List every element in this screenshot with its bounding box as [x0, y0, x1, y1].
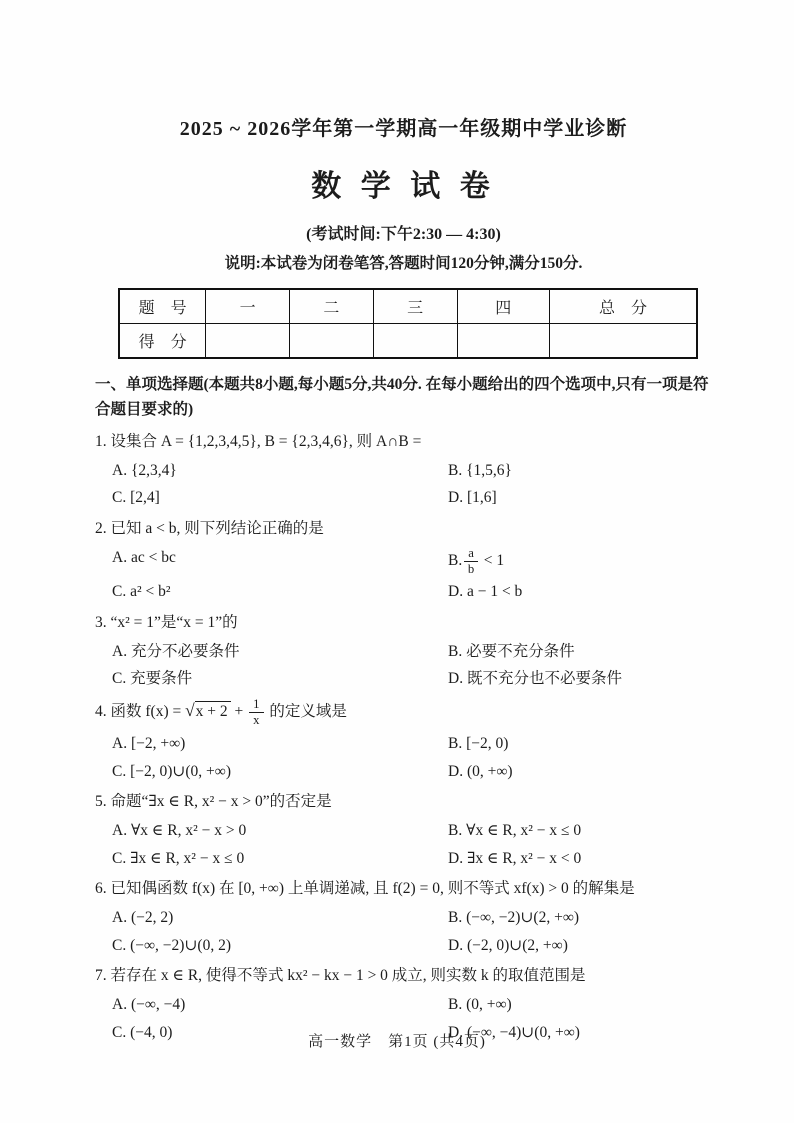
question-4-options [95, 733, 712, 783]
score-table [118, 288, 698, 359]
question-1-options [95, 460, 712, 510]
fraction-numerator: 1 [249, 698, 263, 713]
question-4-stem-mid: + [230, 702, 248, 720]
section-one-heading [95, 373, 712, 423]
question-5-option-a: A. ∀x ∈ R, x² − x > 0 [112, 822, 247, 840]
question-3-option-a: A. 充分不必要条件 [112, 642, 240, 660]
question-4-option-c: C. [−2, 0)∪(0, +∞) [112, 762, 232, 780]
question-7-option-d: D. (−∞, −4)∪(0, +∞) [448, 1023, 580, 1041]
question-2 [95, 517, 712, 604]
fraction-denominator: b [467, 561, 475, 576]
question-7-option-c: C. (−4, 0) [112, 1023, 173, 1041]
school-year-heading: 2025 ~ 2026学年第一学期高一年级期中学业诊断 [179, 118, 628, 140]
question-1 [95, 430, 712, 510]
fraction-numerator: a [464, 547, 478, 562]
radicand: x + 2 [195, 701, 231, 720]
question-7-option-a: A. (−∞, −4) [112, 996, 186, 1014]
question-5-option-b: B. ∀x ∈ R, x² − x ≤ 0 [448, 822, 582, 840]
question-2-option-b-label: B. [448, 551, 463, 569]
question-6-stem: 6. 已知偶函数 f(x) 在 [0, +∞) 上单调递减, 且 f(2) = 0, 则不等式 xf(x) > 0 的解集是 [95, 880, 635, 898]
question-3-stem: 3. “x² = 1”是“x = 1”的 [95, 613, 238, 631]
score-table-cell-part4: 四 [457, 289, 549, 324]
question-6-options [95, 907, 712, 957]
score-table-empty-cell [457, 324, 549, 359]
question-4-option-b: B. [−2, 0) [448, 735, 509, 753]
question-2-options [95, 547, 712, 604]
question-6-option-d: D. (−2, 0)∪(2, +∞) [448, 936, 568, 954]
question-6-option-c: C. (−∞, −2)∪(0, 2) [112, 936, 232, 954]
score-table-score-row [119, 324, 697, 359]
question-2-option-a: A. ac < bc [112, 548, 176, 566]
section-one-label: 一、单项选择题 [95, 376, 204, 393]
question-3-option-c: C. 充要条件 [112, 670, 193, 688]
question-2-stem: 2. 已知 a < b, 则下列结论正确的是 [95, 519, 324, 537]
question-7-stem: 7. 若存在 x ∈ R, 使得不等式 kx² − kx − 1 > 0 成立, 则实数 k 的取值范围是 [95, 967, 586, 985]
question-4 [95, 698, 712, 784]
question-5-stem: 5. 命题“∃x ∈ R, x² − x > 0”的否定是 [95, 793, 332, 811]
question-3-options [95, 641, 712, 691]
question-2-option-d: D. a − 1 < b [448, 583, 523, 601]
paper-title: 数 学 试 卷 [311, 170, 496, 203]
question-4-stem-pre: 4. 函数 f(x) = [95, 702, 186, 720]
question-6-option-b: B. (−∞, −2)∪(2, +∞) [448, 909, 580, 927]
question-7-option-b: B. (0, +∞) [448, 996, 512, 1014]
question-6-option-a: A. (−2, 2) [112, 909, 174, 927]
fraction-denominator: x [253, 713, 260, 728]
score-table-empty-cell [289, 324, 373, 359]
instructions-line: 说明:本试卷为闭卷笔答,答题时间120分钟,满分150分. [224, 255, 583, 272]
score-table-cell-total: 总 分 [550, 289, 697, 324]
question-5-options [95, 820, 712, 870]
score-table-cell-part1: 一 [206, 289, 290, 324]
score-table-empty-cell [206, 324, 290, 359]
score-table-cell-part3: 三 [373, 289, 457, 324]
question-1-stem: 1. 设集合 A = {1,2,3,4,5}, B = {2,3,4,6}, 则 A∩B = [95, 432, 422, 450]
page-footer: 高一数学 第1页 (共4页) [308, 1034, 486, 1050]
question-1-option-b: B. {1,5,6} [448, 461, 512, 479]
radical-sign: √ [185, 700, 195, 720]
question-2-option-c: C. a² < b² [112, 583, 171, 601]
question-4-option-d: D. (0, +∞) [448, 762, 513, 780]
question-3-option-d: D. 既不充分也不必要条件 [448, 670, 622, 688]
question-1-option-c: C. [2,4] [112, 489, 160, 507]
question-5 [95, 790, 712, 870]
exam-time-line: (考试时间:下午2:30 — 4:30) [306, 226, 501, 243]
question-2-option-b-suffix: < 1 [479, 551, 505, 569]
question-1-option-d: D. [1,6] [448, 489, 497, 507]
score-table-cell-question-number: 题 号 [119, 289, 206, 324]
question-5-option-c: C. ∃x ∈ R, x² − x ≤ 0 [112, 849, 245, 867]
section-one-description: (本题共8小题,每小题5分,共40分. 在每小题给出的四个选项中,只有一项是符合题目要求的) [95, 376, 709, 418]
score-table-empty-cell [373, 324, 457, 359]
fraction [464, 547, 478, 577]
question-4-stem-post: 的定义域是 [265, 702, 347, 720]
question-2-option-b [448, 547, 712, 577]
score-table-empty-cell [550, 324, 697, 359]
score-table-cell-score-label: 得 分 [119, 324, 206, 359]
question-3 [95, 611, 712, 691]
question-4-option-a: A. [−2, +∞) [112, 735, 186, 753]
fraction [249, 698, 263, 728]
square-root-expression [185, 700, 231, 720]
question-5-option-d: D. ∃x ∈ R, x² − x < 0 [448, 849, 582, 867]
question-4-stem [95, 698, 712, 728]
question-3-option-b: B. 必要不充分条件 [448, 642, 575, 660]
question-6 [95, 877, 712, 957]
score-table-header-row [119, 289, 697, 324]
question-1-option-a: A. {2,3,4} [112, 461, 177, 479]
score-table-cell-part2: 二 [289, 289, 373, 324]
